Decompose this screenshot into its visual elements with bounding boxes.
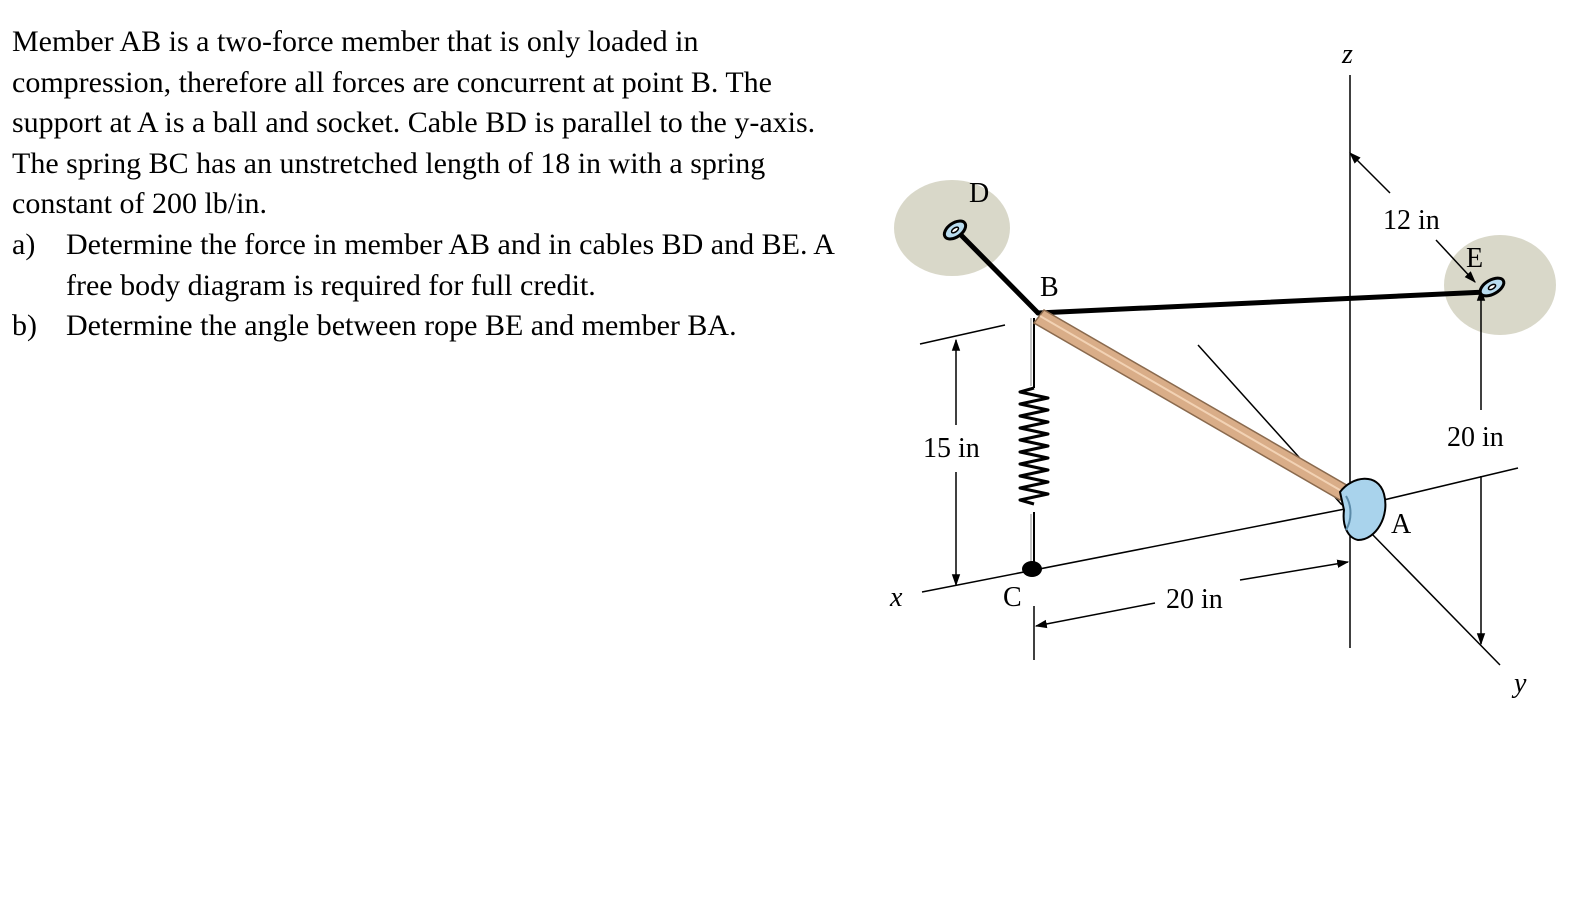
dimension-line-x-right	[1240, 562, 1348, 580]
cable-be	[1038, 292, 1486, 313]
problem-statement: Member AB is a two-force member that is only loaded in compression, therefore all forces are concurrent at point B. The support at A is a ball and socket. Cable BD is parallel to the y-axis. The spring BC has an unstretched length of 18 in with a spring constant of 200 lb/in.	[12, 25, 816, 221]
dimension-line-x-left	[1036, 603, 1155, 626]
part-a-text: Determine the force in member AB and in cables BD and BE. A free body diagram is required for full credit.	[66, 227, 834, 302]
label-point-c: C	[1003, 582, 1022, 613]
label-point-b: B	[1040, 272, 1059, 303]
ball-socket-a	[1340, 479, 1385, 540]
label-axis-y: y	[1514, 668, 1527, 699]
height-reference-line	[920, 325, 1005, 344]
label-dim-y: 20 in	[1447, 422, 1504, 453]
part-b-label: b)	[12, 309, 37, 343]
label-axis-x: x	[890, 582, 903, 613]
label-point-e: E	[1466, 243, 1484, 274]
part-a-label: a)	[12, 227, 36, 261]
point-c	[1022, 561, 1042, 577]
dimension-line-12-upper	[1350, 153, 1390, 193]
x-axis	[922, 508, 1350, 592]
member-ab	[1034, 310, 1350, 500]
label-point-d: D	[969, 178, 990, 209]
part-b-text: Determine the angle between rope BE and member BA.	[66, 309, 737, 343]
label-dim-e-offset: 12 in	[1383, 205, 1440, 236]
label-point-a: A	[1391, 509, 1412, 540]
label-axis-z: z	[1342, 39, 1353, 70]
label-dim-x: 20 in	[1166, 584, 1223, 615]
label-dim-height: 15 in	[923, 433, 980, 464]
spring-bc	[1020, 318, 1048, 568]
